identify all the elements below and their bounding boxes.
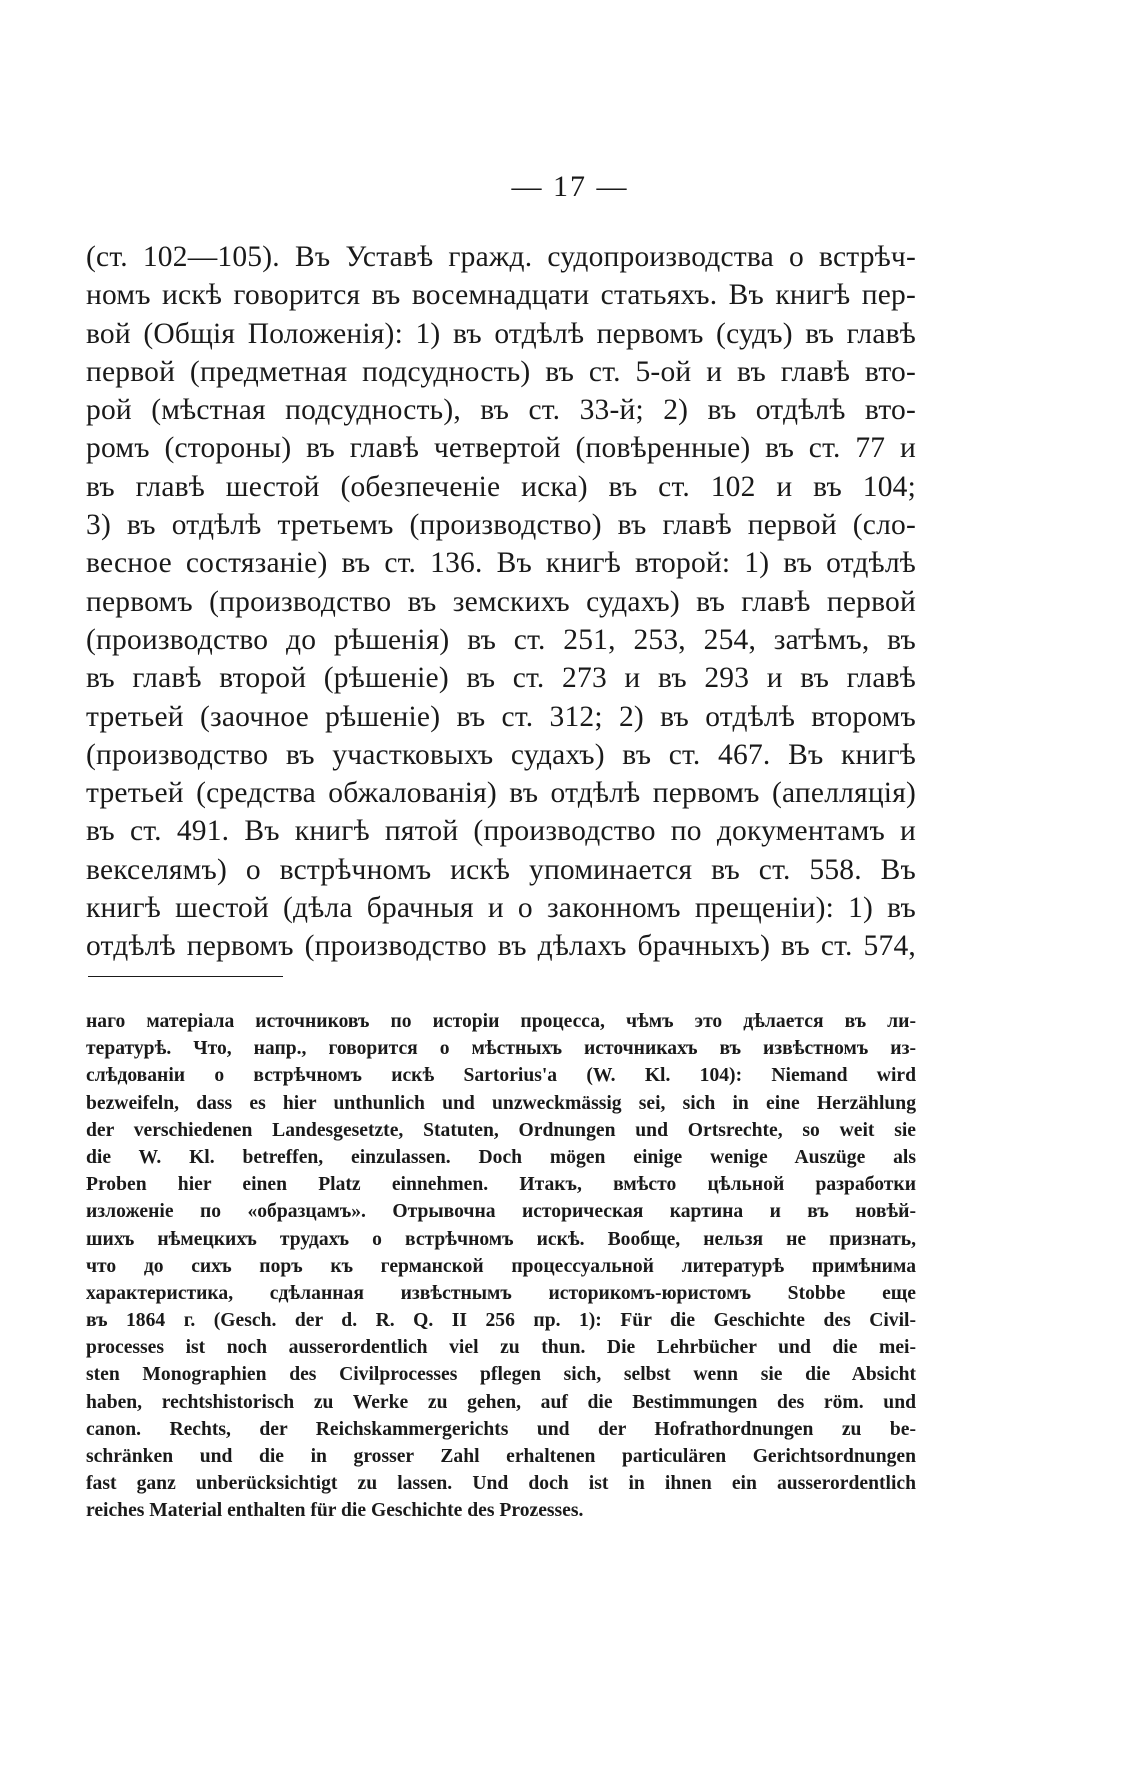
text-line: векселямъ) о встрѣчномъ искѣ упоминается въ ст. 558. Въ — [86, 853, 916, 886]
footnote-line: характеристика, сдѣланная извѣстнымъ историкомъ-юристомъ Stobbe еще — [86, 1282, 916, 1304]
footnote-line: canon. Rechts, der Reichskammergerichts und der Hofrathordnungen zu be- — [86, 1418, 916, 1440]
footnote-block — [86, 1008, 916, 1525]
text-line: (производство въ участковыхъ судахъ) въ ст. 467. Въ книгѣ — [86, 738, 916, 771]
text-line: третьей (средства обжалованія) въ отдѣлѣ первомъ (апелляція) — [86, 777, 916, 810]
footnote-line: въ 1864 г. (Gesch. der d. R. Q. II 256 пр. 1): Für die Geschichte des Civil- — [86, 1310, 916, 1332]
text-line: отдѣлѣ первомъ (производство въ дѣлахъ брачныхъ) въ ст. 574, — [86, 930, 916, 963]
footnote-line: изложеніе по «образцамъ». Отрывочна историческая картина и въ новѣй- — [86, 1201, 916, 1223]
page-number: — 17 — — [511, 170, 629, 203]
footnote-line: reiches Material enthalten für die Geschichte des Prozesses. — [86, 1500, 584, 1522]
text-line: (производство до рѣшенія) въ ст. 251, 253, 254, затѣмъ, въ — [86, 623, 916, 656]
footnote-line: die W. Kl. betreffen, einzulassen. Doch mögen einige wenige Auszüge als — [86, 1146, 916, 1168]
text-line: первомъ (производство въ земскихъ судахъ) въ главѣ первой — [86, 585, 916, 618]
footnote-line: schränken und die in grosser Zahl erhaltenen particulären Gerichtsordnungen — [86, 1446, 916, 1467]
footnote-line: fast ganz unberücksichtigt zu lassen. Und doch ist in ihnen ein ausserordentlich — [86, 1473, 916, 1495]
text-line: въ ст. 491. Въ книгѣ пятой (производство по документамъ и — [86, 815, 916, 848]
text-line: въ главѣ шестой (обезпеченіе иска) въ ст. 102 и въ 104; — [86, 470, 916, 503]
footnote-line: haben, rechtshistorisch zu Werke zu gehen, auf die Bestimmungen des röm. und — [86, 1391, 916, 1413]
text-line: (ст. 102—105). Въ Уставѣ гражд. судопроизводства о встрѣч- — [86, 241, 916, 273]
text-line: первой (предметная подсудность) въ ст. 5-ой и въ главѣ вто- — [86, 355, 916, 388]
footnote-line: тературѣ. Что, напр., говорится о мѣстныхъ источникахъ въ извѣстномъ из- — [86, 1038, 916, 1060]
footnote-line: bezweifeln, dass es hier unthunlich und unzweckmässig sei, sich in eine Herzählung — [86, 1092, 916, 1114]
footnote-line: sten Monographien des Civilprocesses pflegen sich, selbst wenn sie die Absicht — [86, 1364, 916, 1386]
text-line: весное состязаніе) въ ст. 136. Въ книгѣ второй: 1) въ отдѣлѣ — [86, 547, 916, 580]
main-text-block — [86, 238, 916, 966]
text-line: ромъ (стороны) въ главѣ четвертой (повѣренные) въ ст. 77 и — [86, 432, 916, 465]
footnote-line: der verschiedenen Landesgesetzte, Statuten, Ordnungen und Ortsrechte, so weit sie — [86, 1119, 916, 1141]
footnote-line: слѣдованіи о встрѣчномъ искѣ Sartorius'a (W. Kl. 104): Niemand wird — [86, 1065, 916, 1087]
text-line: вой (Общія Положенія): 1) въ отдѣлѣ первомъ (судъ) въ главѣ — [86, 317, 916, 350]
footnote-line: что до сихъ поръ къ германской процессуальной литературѣ примѣнима — [86, 1255, 916, 1277]
footnote-line: шихъ нѣмецкихъ трудахъ о встрѣчномъ искѣ. Вообще, нельзя не признать, — [86, 1228, 916, 1250]
footnote-line: Proben hier einen Platz einnehmen. Итакъ, вмѣсто цѣльной разработки — [86, 1174, 916, 1196]
text-line: третьей (заочное рѣшеніе) въ ст. 312; 2) въ отдѣлѣ второмъ — [86, 700, 916, 733]
text-line: номъ искѣ говорится въ восемнадцати статьяхъ. Въ книгѣ пер- — [86, 279, 916, 312]
text-line: 3) въ отдѣлѣ третьемъ (производство) въ главѣ первой (сло- — [86, 509, 916, 542]
text-line: въ главѣ второй (рѣшеніе) въ ст. 273 и въ 293 и въ главѣ — [86, 662, 916, 695]
footnote-line: processes ist noch ausserordentlich viel zu thun. Die Lehrbücher und die mei- — [86, 1337, 916, 1359]
footnote-divider — [88, 976, 283, 977]
footnote-line: наго матеріала источниковъ по исторіи процесса, чѣмъ это дѣлается въ ли- — [86, 1011, 916, 1032]
text-line: книгѣ шестой (дѣла брачныя и о законномъ прещеніи): 1) въ — [86, 892, 916, 925]
text-line: рой (мѣстная подсудность), въ ст. 33-й; 2) въ отдѣлѣ вто- — [86, 394, 916, 427]
